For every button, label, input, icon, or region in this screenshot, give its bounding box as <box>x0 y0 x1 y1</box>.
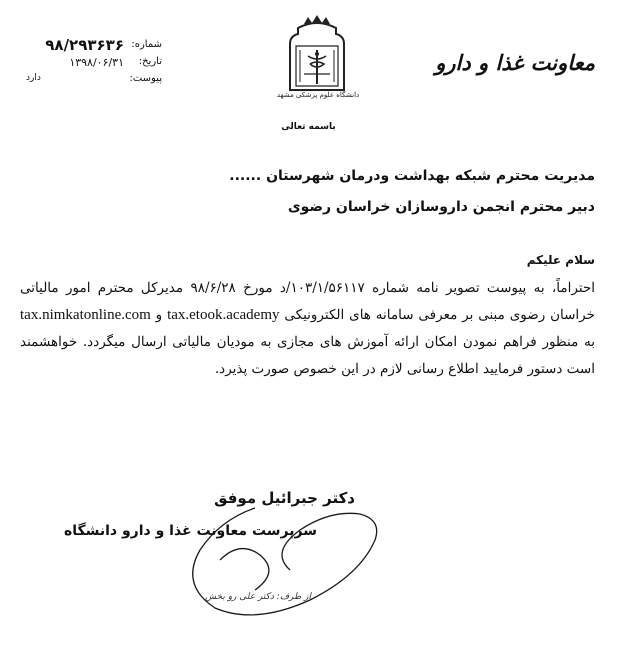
url-etook: tax.etook.academy <box>167 307 280 323</box>
department-title: معاونت غذا و دارو <box>435 50 595 75</box>
letter-meta-values <box>22 36 124 86</box>
attachment-label: پیوست: <box>129 73 162 84</box>
signature-scribble <box>160 500 390 620</box>
body-part-2: به منظور فراهم نمودن امکان ارائه آموزش های مجازی به مودیان مالیاتی ارسال میگردد. خواهشمند است دستور فرمایید اطلاع رسانی لازم در این خصوص صورت پذیرد. <box>20 334 595 377</box>
date-label: تاریخ: <box>138 56 162 67</box>
letter-date: ۱۳۹۸/۰۶/۳۱ <box>69 56 124 69</box>
invocation: باسمه تعالی <box>281 122 336 132</box>
number-label: شماره: <box>131 39 162 50</box>
url-nimkat: tax.nimkatonline.com <box>20 307 151 323</box>
on-behalf-note: از طرف: دکتر علی رو بخش <box>205 592 311 602</box>
letter-body <box>20 275 595 383</box>
university-caption: دانشگاه علوم پزشکی مشهد <box>276 91 360 99</box>
salutation: سلام علیکم <box>526 253 595 267</box>
body-conjunction: و <box>155 307 163 323</box>
body-part-1: احتراماً، به پیوست تصویر نامه شماره ۱۰۳/۱/۵۶۱۱۷/د مورخ ۹۸/۶/۲۸ مدیرکل محترم امور مالیاتی خراسان رضوی مبنی بر معرفی سامانه های الکترونیکی <box>20 280 595 323</box>
letter-number: ۹۸/۲۹۳۶۳۶ <box>45 36 124 54</box>
attachment-value: دارد <box>26 73 41 83</box>
letter-meta-labels <box>124 36 162 87</box>
addressee-1: مدیریت محترم شبکه بهداشت ودرمان شهرستان ...... <box>229 168 595 184</box>
signer-name: دکتر جبرائیل موفق <box>214 489 355 507</box>
addressee-2: دبیر محترم انجمن داروسازان خراسان رضوی <box>287 199 595 215</box>
university-logo-icon <box>284 14 350 98</box>
signer-title: سرپرست معاونت غذا و دارو دانشگاه <box>63 523 317 539</box>
